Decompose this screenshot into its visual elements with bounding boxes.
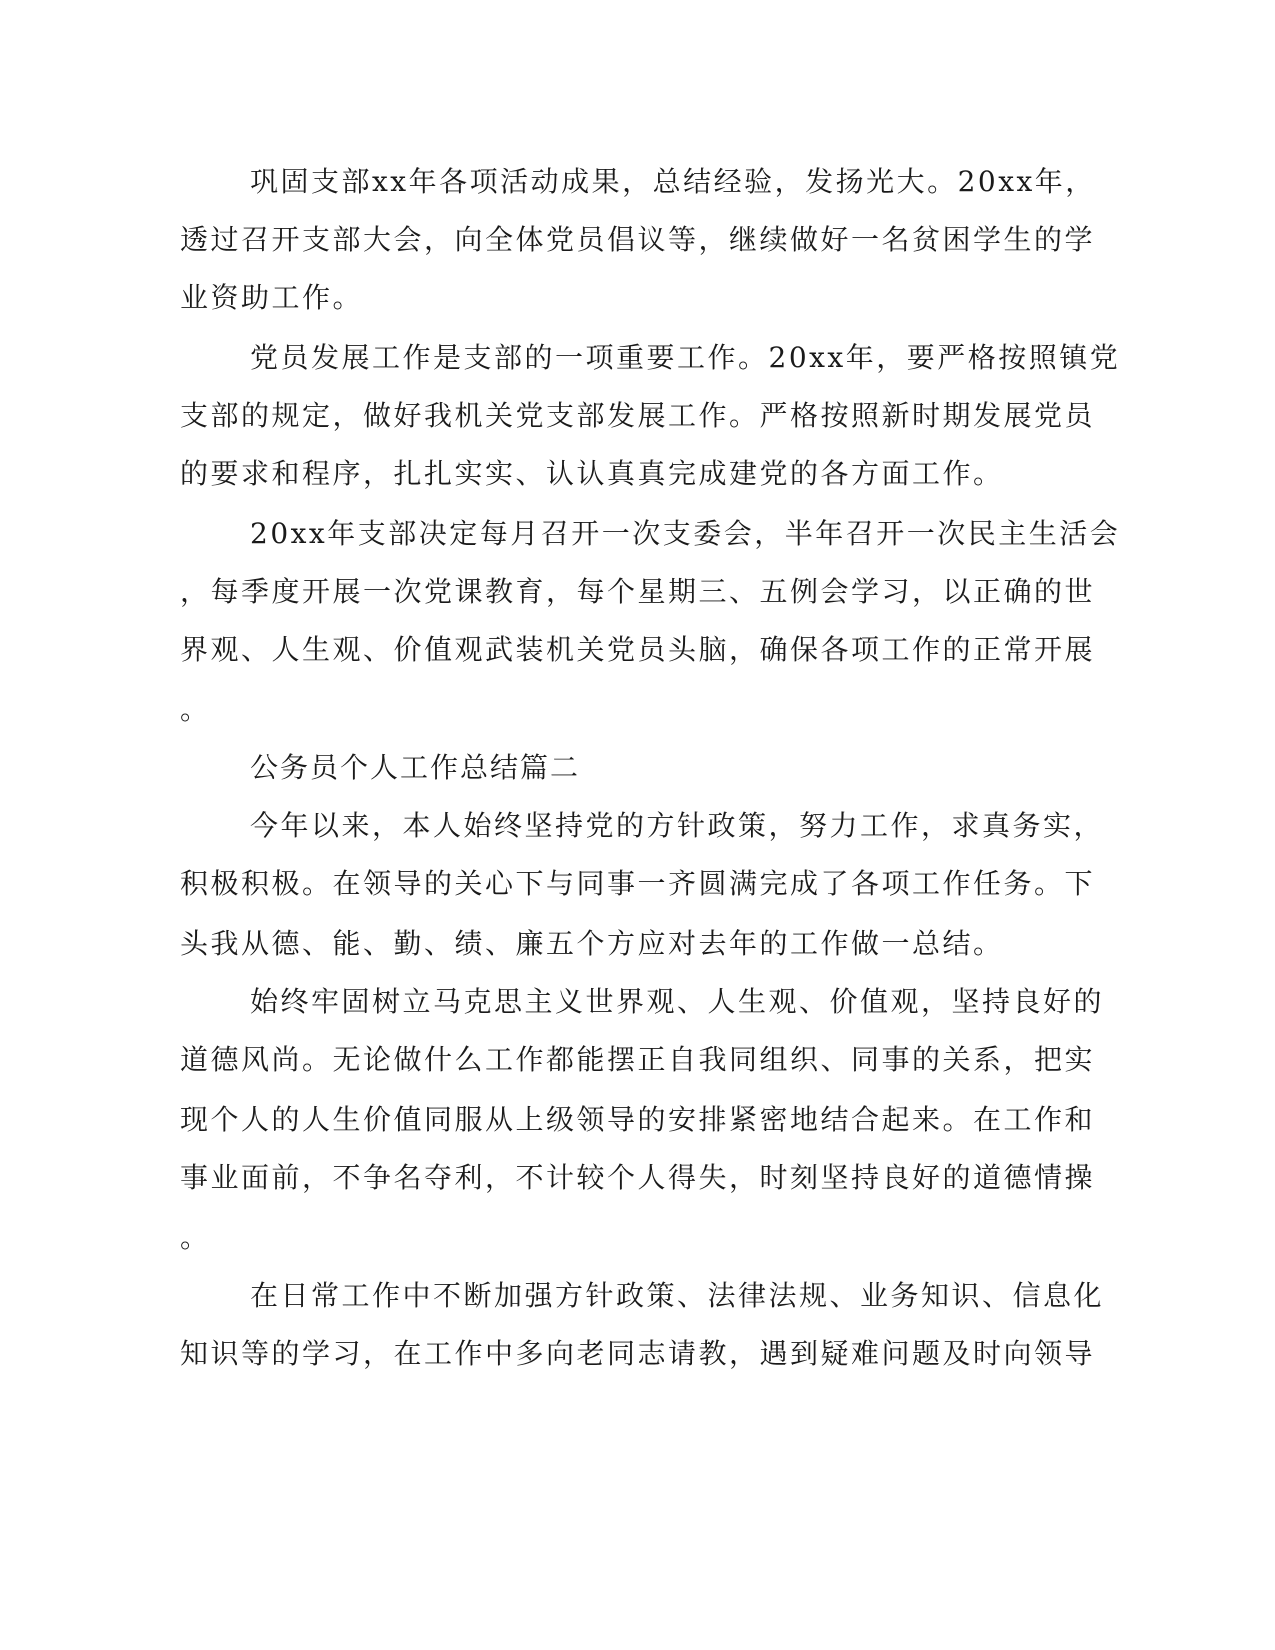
- paragraph-1-line-2: 透过召开支部大会，向全体党员倡议等，继续做好一名贫困学生的学: [180, 223, 1096, 256]
- paragraph-5-line-5: 。: [180, 1221, 211, 1254]
- paragraph-3-line-2: ，每季度开展一次党课教育，每个星期三、五例会学习，以正确的世: [180, 575, 1096, 608]
- paragraph-6-line-1: 在日常工作中不断加强方针政策、法律法规、业务知识、信息化: [250, 1279, 1105, 1312]
- paragraph-3-line-1: 20xx年支部决定每月召开一次支委会，半年召开一次民主生活会: [250, 517, 1121, 550]
- paragraph-1-line-1: 巩固支部xx年各项活动成果，总结经验，发扬光大。20xx年，: [250, 165, 1096, 198]
- paragraph-5-line-2: 道德风尚。无论做什么工作都能摆正自我同组织、同事的关系，把实: [180, 1043, 1096, 1076]
- paragraph-4-line-2: 积极积极。在领导的关心下与同事一齐圆满完成了各项工作任务。下: [180, 867, 1096, 900]
- paragraph-3-line-4: 。: [180, 693, 211, 726]
- paragraph-4-line-3: 头我从德、能、勤、绩、廉五个方应对去年的工作做一总结。: [180, 927, 1004, 960]
- paragraph-5-line-3: 现个人的人生价值同服从上级领导的安排紧密地结合起来。在工作和: [180, 1103, 1096, 1136]
- section-heading: 公务员个人工作总结篇二: [250, 751, 581, 784]
- paragraph-4-line-1: 今年以来，本人始终坚持党的方针政策，努力工作，求真务实，: [250, 809, 1105, 842]
- paragraph-2-line-1: 党员发展工作是支部的一项重要工作。20xx年，要严格按照镇党: [250, 341, 1121, 374]
- paragraph-3-line-3: 界观、人生观、价值观武装机关党员头脑，确保各项工作的正常开展: [180, 633, 1096, 666]
- paragraph-1-line-3: 业资助工作。: [180, 281, 364, 314]
- paragraph-5-line-4: 事业面前，不争名夺利，不计较个人得失，时刻坚持良好的道德情操: [180, 1161, 1096, 1194]
- paragraph-2-line-2: 支部的规定，做好我机关党支部发展工作。严格按照新时期发展党员: [180, 399, 1096, 432]
- paragraph-2-line-3: 的要求和程序，扎扎实实、认认真真完成建党的各方面工作。: [180, 457, 1004, 490]
- paragraph-6-line-2: 知识等的学习，在工作中多向老同志请教，遇到疑难问题及时向领导: [180, 1337, 1096, 1370]
- paragraph-5-line-1: 始终牢固树立马克思主义世界观、人生观、价值观，坚持良好的: [250, 985, 1105, 1018]
